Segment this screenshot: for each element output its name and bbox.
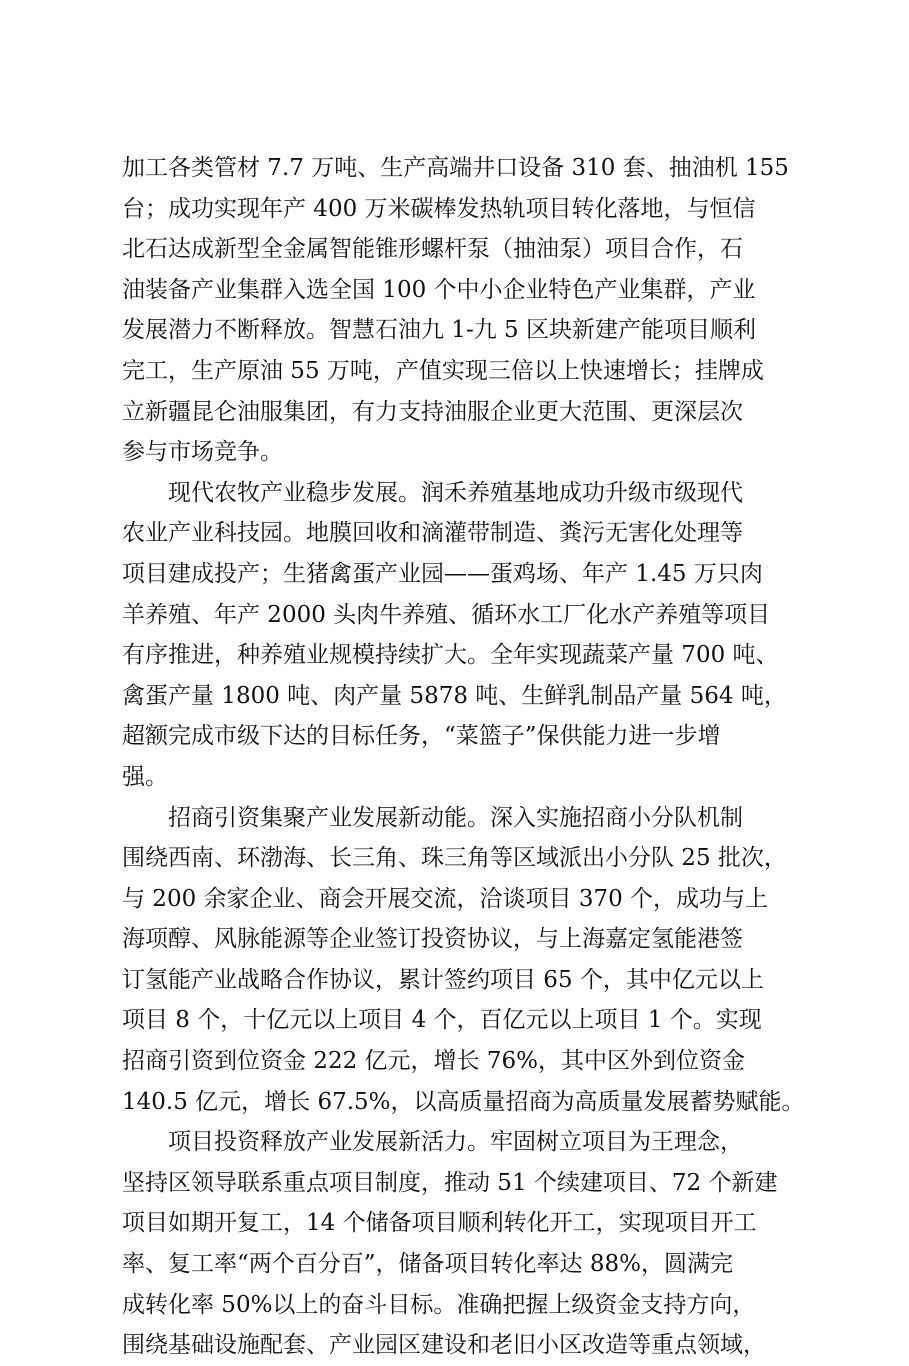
text-line-21: 订氢能产业战略合作协议，累计签约项目 65 个，其中亿元以上 (122, 966, 764, 993)
paragraph-start-agriculture: 现代农牧产业稳步发展。润禾养殖基地成功升级市级现代 (168, 479, 743, 506)
text-line-15: 超额完成市级下达的目标任务，“菜篮子”保供能力进一步增 (122, 723, 721, 750)
text-line-3: 北石达成新型全金属智能锥形螺杆泵（抽油泵）项目合作，石 (122, 236, 743, 263)
text-line-20: 海项醇、风脉能源等企业签订投资协议，与上海嘉定氢能港签 (122, 926, 743, 953)
text-line-23: 招商引资到位资金 222 亿元，增长 76%，其中区外到位资金 (122, 1048, 745, 1075)
text-line-16: 强。 (122, 763, 168, 790)
text-line-7: 立新疆昆仑油服集团，有力支持油服企业更大范围、更深层次 (122, 398, 743, 425)
text-line-8: 参与市场竞争。 (122, 439, 283, 466)
text-line-19: 与 200 余家企业、商会开展交流，洽谈项目 370 个，成功与上 (122, 885, 769, 912)
text-line-29: 成转化率 50%以上的奋斗目标。准确把握上级资金支持方向， (122, 1291, 756, 1318)
text-line-13: 有序推进，种养殖业规模持续扩大。全年实现蔬菜产量 700 吨、 (122, 642, 779, 669)
text-line-18: 围绕西南、环渤海、长三角、珠三角等区域派出小分队 25 批次， (122, 845, 787, 872)
text-line-1: 加工各类管材 7.7 万吨、生产高端井口设备 310 套、抽油机 155 (122, 155, 789, 181)
text-line-5: 发展潜力不断释放。智慧石油九 1-九 5 区块新建产能项目顺利 (122, 317, 756, 344)
text-line-12: 羊养殖、年产 2000 头肉牛养殖、循环水工厂化水产养殖等项目 (122, 601, 771, 628)
text-line-11: 项目建成投产；生猪禽蛋产业园——蛋鸡场、年产 1.45 万只肉 (122, 560, 763, 587)
text-line-14: 禽蛋产量 1800 吨、肉产量 5878 吨、生鲜乳制品产量 564 吨， (122, 682, 787, 709)
text-line-28: 率、复工率“两个百分百”，储备项目转化率达 88%，圆满完 (122, 1251, 733, 1278)
text-line-26: 坚持区领导联系重点项目制度，推动 51 个续建项目、72 个新建 (122, 1169, 778, 1196)
paragraph-start-investment: 招商引资集聚产业发展新动能。深入实施招商小分队机制 (168, 804, 743, 831)
text-line-2: 台；成功实现年产 400 万米碳棒发热轨项目转化落地，与恒信 (122, 195, 756, 222)
text-line-10: 农业产业科技园。地膜回收和滴灌带制造、粪污无害化处理等 (122, 520, 743, 547)
text-line-30: 围绕基础设施配套、产业园区建设和老旧小区改造等重点领域， (122, 1332, 766, 1359)
text-line-27: 项目如期开复工，14 个储备项目顺利转化开工，实现项目开工 (122, 1210, 757, 1237)
text-line-4: 油装备产业集群入选全国 100 个中小企业特色产业集群，产业 (122, 276, 756, 303)
paragraph-start-projects: 项目投资释放产业发展新活力。牢固树立项目为王理念， (168, 1129, 743, 1156)
text-line-22: 项目 8 个，十亿元以上项目 4 个，百亿元以上项目 1 个。实现 (122, 1007, 762, 1034)
text-line-6: 完工，生产原油 55 万吨，产值实现三倍以上快速增长；挂牌成 (122, 357, 764, 384)
body-text (122, 148, 808, 1366)
text-line-24: 140.5 亿元，增长 67.5%，以高质量招商为高质量发展蓄势赋能。 (122, 1088, 805, 1115)
